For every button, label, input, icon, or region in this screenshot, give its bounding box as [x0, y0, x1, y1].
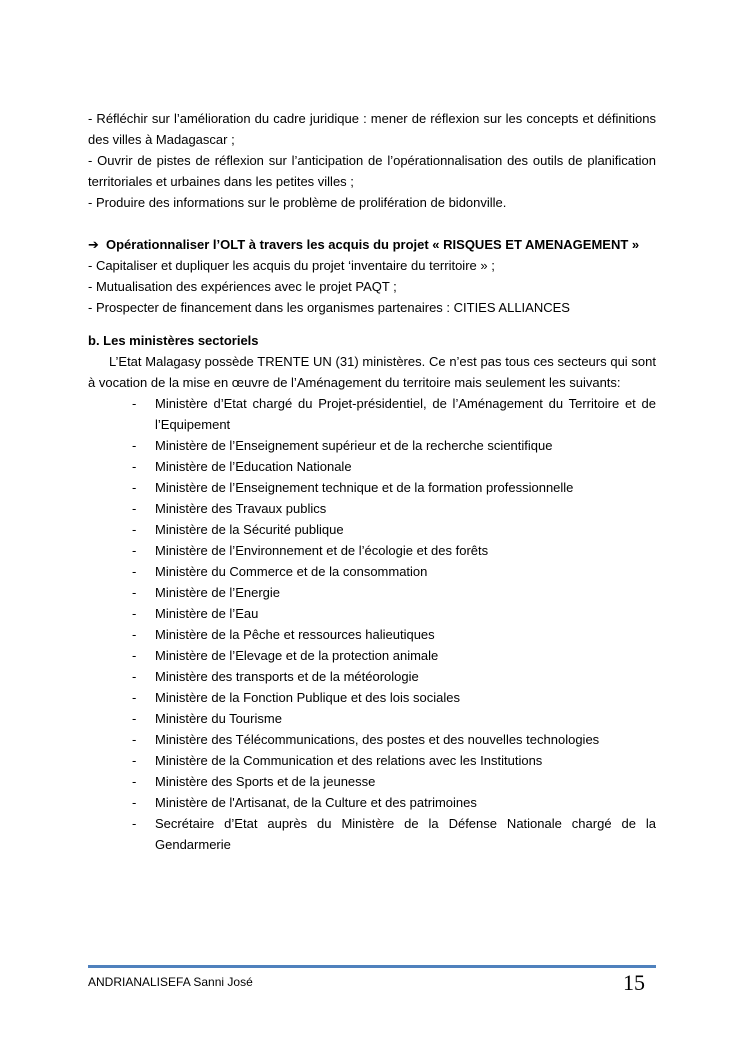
list-item-text: Ministère de l’Environnement et de l’écologie et des forêts	[155, 543, 489, 558]
list-item	[88, 540, 656, 561]
list-item	[88, 435, 656, 456]
olt-item: - Prospecter de financement dans les organismes partenaires : CITIES ALLIANCES	[88, 300, 570, 315]
dash-bullet: -	[132, 438, 137, 453]
ministries-first-list	[88, 393, 656, 435]
list-item	[88, 561, 656, 582]
arrow-right-icon: ➔	[88, 237, 99, 252]
list-item-text: Ministère de la Fonction Publique et des lois sociales	[155, 690, 460, 705]
list-item	[88, 687, 656, 708]
list-item	[88, 519, 656, 540]
dash-bullet: -	[132, 564, 137, 579]
olt-heading-text: Opérationnaliser l’OLT à travers les acquis du projet « RISQUES ET AMENAGEMENT »	[106, 237, 640, 252]
dash-bullet: -	[132, 795, 137, 810]
ministries-list	[88, 435, 656, 855]
list-item	[88, 666, 656, 687]
page-content	[88, 108, 656, 855]
list-item	[88, 771, 656, 792]
spacer	[88, 213, 656, 234]
dash-bullet: -	[132, 669, 137, 684]
dash-bullet: -	[132, 459, 137, 474]
dash-bullet: -	[132, 690, 137, 705]
section-b-paragraph: L’Etat Malagasy possède TRENTE UN (31) ministères. Ce n’est pas tous ces secteurs qui sont à vocation de la mise en œuvre de l’Aménagement du territoire mais seulement les suivants:	[88, 354, 656, 390]
list-item	[88, 624, 656, 645]
list-item-text: Ministère du Commerce et de la consommation	[155, 564, 428, 579]
list-item	[88, 393, 656, 435]
list-item-text: Ministère de l’Enseignement supérieur et de la recherche scientifique	[155, 438, 553, 453]
list-item-text: Ministère d’Etat chargé du Projet-présidentiel, de l’Aménagement du Territoire et de l’Equipement	[155, 396, 656, 432]
dash-bullet: -	[132, 816, 137, 831]
list-item	[88, 645, 656, 666]
dash-bullet: -	[132, 585, 137, 600]
list-item-text: Ministère des Télécommunications, des postes et des nouvelles technologies	[155, 732, 600, 747]
list-item	[88, 603, 656, 624]
dash-bullet: -	[132, 753, 137, 768]
dash-bullet: -	[132, 480, 137, 495]
dash-bullet: -	[132, 606, 137, 621]
page-number: 15	[623, 970, 645, 995]
list-item-text: Ministère de la Sécurité publique	[155, 522, 344, 537]
dash-bullet: -	[132, 543, 137, 558]
list-item-text: Ministère des Travaux publics	[155, 501, 327, 516]
dash-bullet: -	[132, 711, 137, 726]
list-item	[88, 708, 656, 729]
intro-item: - Ouvrir de pistes de réflexion sur l’anticipation de l’opérationnalisation des outils de planification territoriales et urbaines dans les petites villes ;	[88, 153, 656, 189]
list-item-text: Ministère de l’Eau	[155, 606, 259, 621]
list-item-text: Ministère des transports et de la météorologie	[155, 669, 419, 684]
list-item-text: Ministère de l’Enseignement technique et de la formation professionnelle	[155, 480, 574, 495]
list-item	[88, 582, 656, 603]
olt-item: - Capitaliser et dupliquer les acquis du projet ‘inventaire du territoire » ;	[88, 258, 495, 273]
list-item-text: Ministère de la Pêche et ressources halieutiques	[155, 627, 435, 642]
list-item	[88, 792, 656, 813]
footer-author: ANDRIANALISEFA Sanni José	[88, 975, 253, 989]
list-item	[88, 729, 656, 750]
list-item-text: Ministère du Tourisme	[155, 711, 282, 726]
list-item-text: Ministère des Sports et de la jeunesse	[155, 774, 376, 789]
list-item	[88, 477, 656, 498]
intro-item: - Produire des informations sur le problème de prolifération de bidonville.	[88, 195, 507, 210]
section-b-heading: b. Les ministères sectoriels	[88, 333, 259, 348]
dash-bullet: -	[132, 648, 137, 663]
list-item	[88, 750, 656, 771]
dash-bullet: -	[132, 732, 137, 747]
list-item	[88, 498, 656, 519]
dash-bullet: -	[132, 774, 137, 789]
dash-bullet: -	[132, 396, 137, 411]
list-item	[88, 813, 656, 855]
footer-rule	[88, 965, 656, 968]
olt-item: - Mutualisation des expériences avec le projet PAQT ;	[88, 279, 397, 294]
intro-item: - Réfléchir sur l’amélioration du cadre juridique : mener de réflexion sur les concepts et définitions des villes à Madagascar ;	[88, 111, 656, 147]
dash-bullet: -	[132, 522, 137, 537]
olt-heading	[88, 234, 656, 255]
list-item-text: Ministère de l'Artisanat, de la Culture et des patrimoines	[155, 795, 477, 810]
list-item-text: Ministère de l’Energie	[155, 585, 281, 600]
list-item-text: Ministère de l’Elevage et de la protection animale	[155, 648, 439, 663]
list-item	[88, 456, 656, 477]
list-item-text: Secrétaire d’Etat auprès du Ministère de la Défense Nationale chargé de la Gendarmerie	[155, 816, 656, 852]
list-item-text: Ministère de l’Education Nationale	[155, 459, 352, 474]
dash-bullet: -	[132, 501, 137, 516]
list-item-text: Ministère de la Communication et des relations avec les Institutions	[155, 753, 543, 768]
dash-bullet: -	[132, 627, 137, 642]
